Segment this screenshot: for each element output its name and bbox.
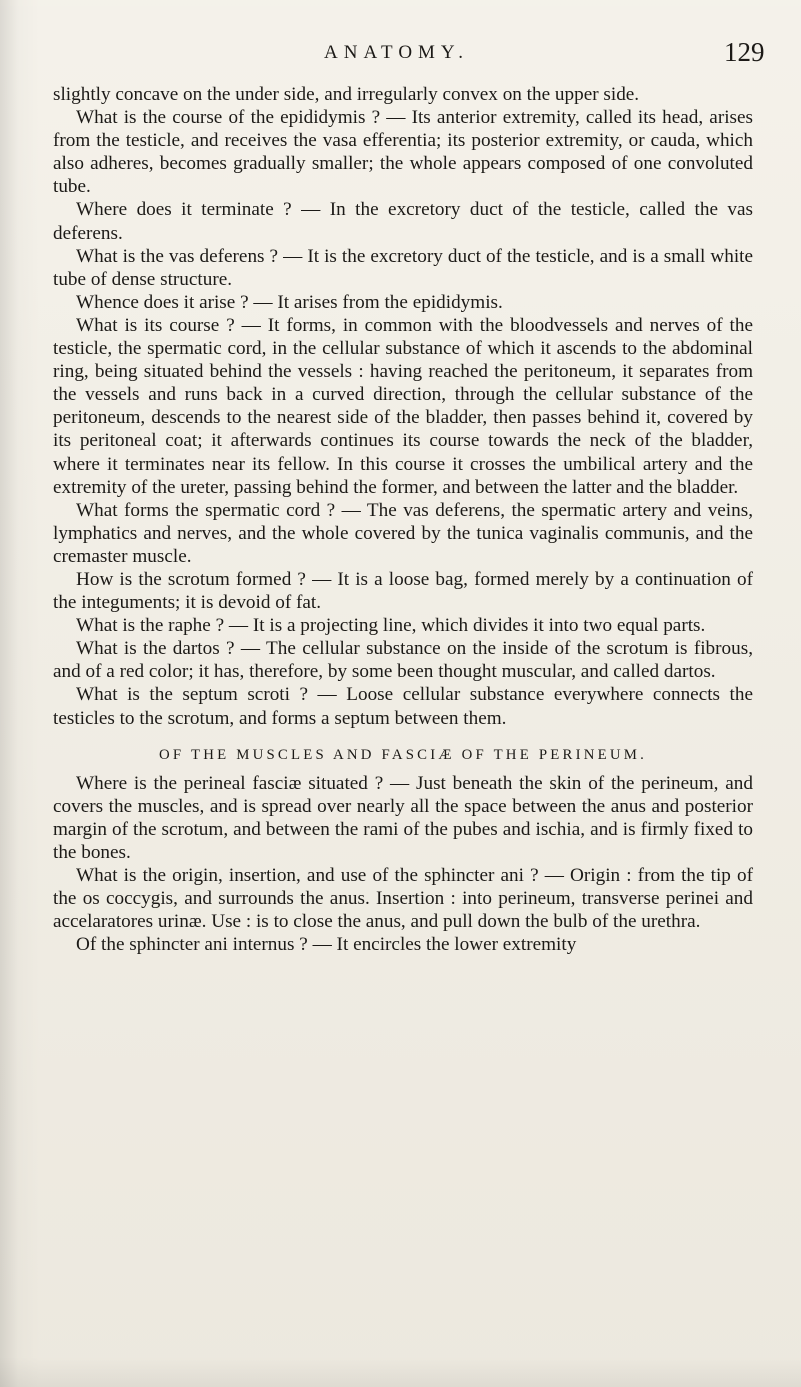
paragraph-dartos: What is the dartos ? — The cellular substance on the inside of the scrotum is fibrous, and of a red color; it has, therefore, by some been thought muscular, and called dartos.	[53, 638, 753, 683]
section-heading: OF THE MUSCLES AND FASCIÆ OF THE PERINEUM.	[159, 746, 647, 763]
page-header	[0, 37, 801, 72]
paragraph-vas-deferens-origin: Whence does it arise ? — It arises from the epididymis.	[76, 291, 503, 313]
body-text	[53, 83, 753, 956]
paragraph-sphincter-ani-internus: Of the sphincter ani internus ? — It encircles the lower extremity	[76, 934, 577, 956]
paragraph-continuation: slightly concave on the under side, and irregularly convex on the upper side.	[53, 84, 640, 105]
page-number: 129	[724, 37, 765, 67]
paragraph-raphe: What is the raphe ? — It is a projecting line, which divides it into two equal parts.	[76, 615, 706, 637]
paragraph-sphincter-ani: What is the origin, insertion, and use of the sphincter ani ? — Origin : from the tip of the os coccygis, and surrounds the anus. Insertion : into perineum, transverse perinei and accelaratores urinæ. Use : is to close the anus, and pull down the bulb of the urethra.	[53, 865, 753, 933]
paragraph-scrotum: How is the scrotum formed ? — It is a loose bag, formed merely by a continuation of the integuments; it is devoid of fat.	[53, 568, 753, 614]
paragraph-epididymis-course: What is the course of the epididymis ? — Its anterior extremity, called its head, arises from the testicle, and receives the vasa efferentia; its posterior extremity, or cauda, which also adheres, becomes gradually smaller; the whole appears composed of one convoluted tube.	[53, 107, 753, 198]
paragraph-vas-deferens-course: What is its course ? — It forms, in common with the bloodvessels and nerves of the testicle, the spermatic cord, in the cellular substance of which it ascends to the abdominal ring, being situated behind the vessels : having reached the peritoneum, it separates from the vessels and runs back in a curved direction, through the cellular substance of the peritoneum, descends to the nearest side of the bladder, then passes behind it, covered by its peritoneal coat; it afterwards continues its course towards the neck of the bladder, where it terminates near its fellow. In this course it crosses the umbilical artery and the extremity of the ureter, passing behind the former, and between the latter and the bladder.	[53, 314, 753, 498]
paragraph-septum-scroti: What is the septum scroti ? — Loose cellular substance everywhere connects the testicles to the scrotum, and forms a septum between them.	[53, 684, 753, 729]
paragraph-spermatic-cord: What forms the spermatic cord ? — The vas deferens, the spermatic artery and veins, lymphatics and nerves, and the whole covered by the tunica vaginalis communis, and the cremaster muscle.	[53, 499, 753, 567]
page-edge-shadow	[0, 1357, 801, 1387]
paragraph-vas-deferens: What is the vas deferens ? — It is the excretory duct of the testicle, and is a small white tube of dense structure.	[53, 245, 753, 290]
paragraph-epididymis-termination: Where does it terminate ? — In the excretory duct of the testicle, called the vas deferens.	[53, 199, 753, 244]
paragraph-perineal-fasciae: Where is the perineal fasciæ situated ? — Just beneath the skin of the perineum, and covers the muscles, and is spread over nearly all the space between the anus and posterior margin of the scrotum, and between the rami of the pubes and ischia, and is firmly fixed to the bones.	[53, 772, 753, 863]
running-head: ANATOMY.	[324, 42, 469, 63]
